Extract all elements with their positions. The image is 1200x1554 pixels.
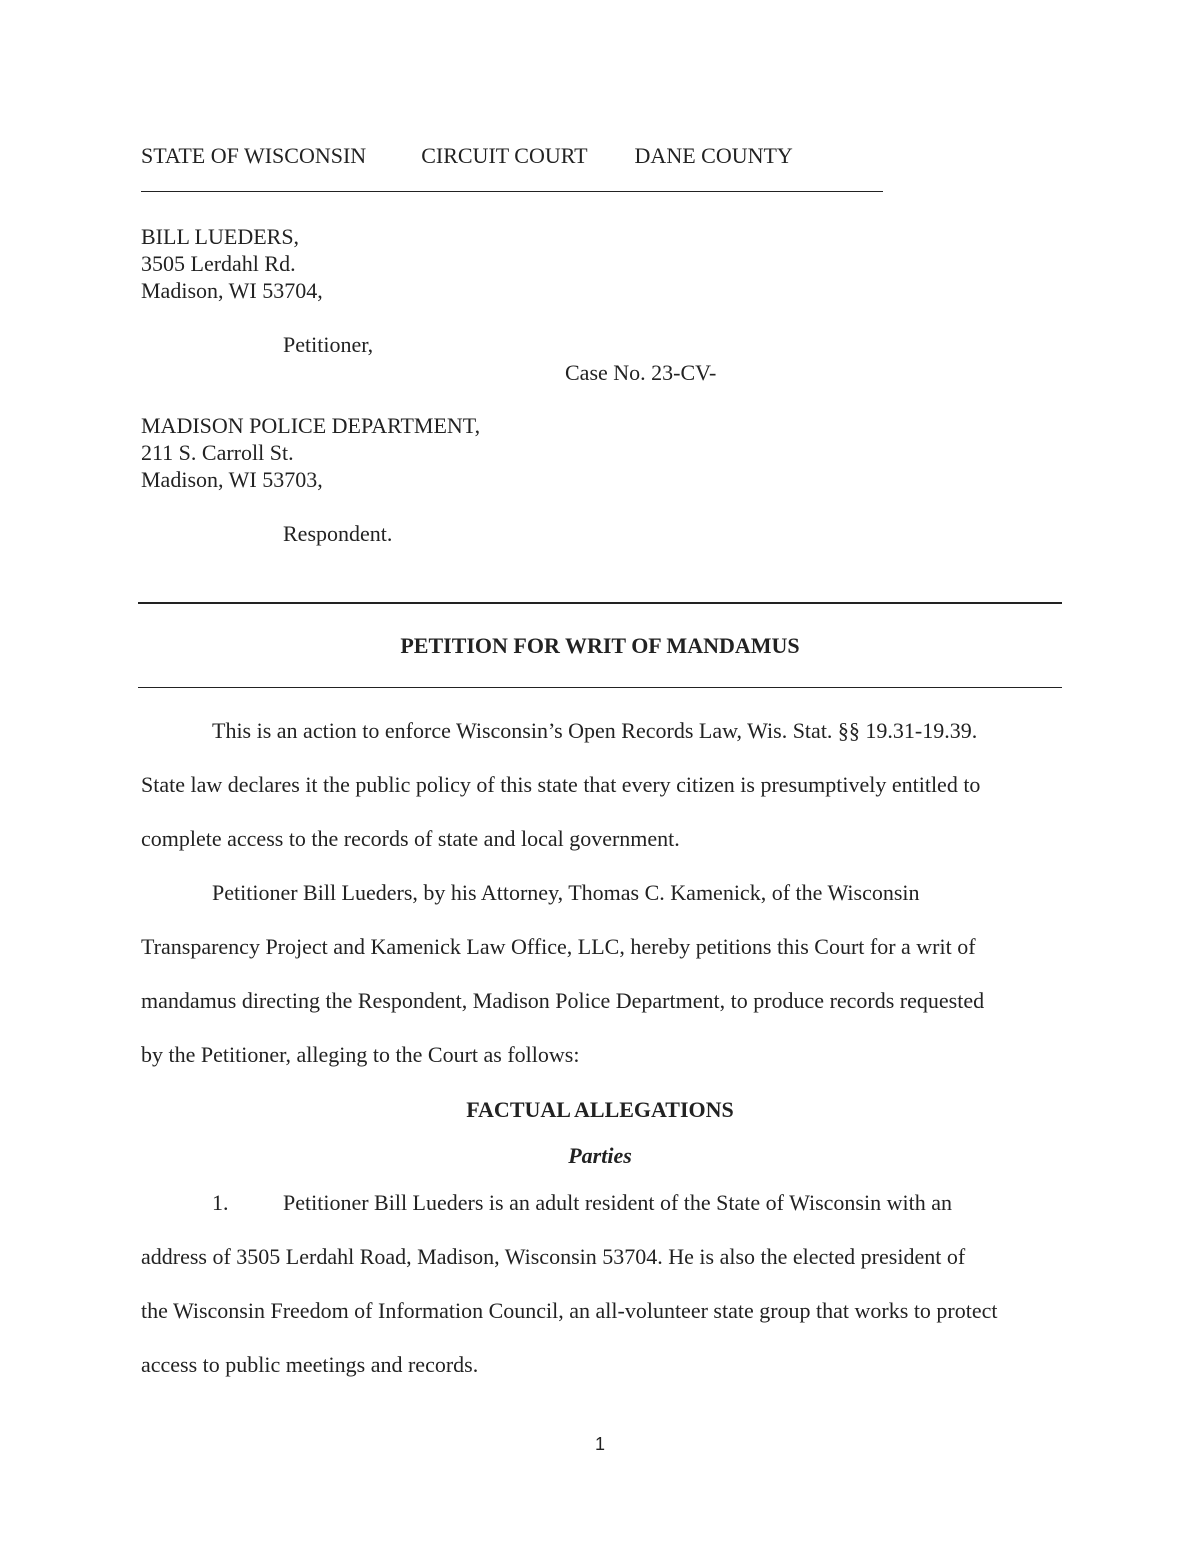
respondent-city: Madison, WI 53703, [141,467,323,492]
p2-line-2: Transparency Project and Kamenick Law Office, LLC, hereby petitions this Court for a writ of [141,934,976,959]
p1-line-3: complete access to the records of state and local government. [141,826,680,851]
caption-state: STATE OF WISCONSIN [141,143,367,168]
caption-court: CIRCUIT COURT [421,143,588,168]
p2-line-4: by the Petitioner, alleging to the Court as follows: [141,1042,580,1067]
p2-line-1: Petitioner Bill Lueders, by his Attorney, Thomas C. Kamenick, of the Wisconsin [212,880,920,905]
allegation-line-2: address of 3505 Lerdahl Road, Madison, Wisconsin 53704. He is also the elected president of [141,1244,966,1269]
p1-line-2: State law declares it the public policy of this state that every citizen is presumptively entitled to [141,772,981,797]
respondent-street: 211 S. Carroll St. [141,440,294,465]
caption-county: DANE COUNTY [634,143,793,168]
allegation-number: 1. [212,1190,229,1215]
allegation-line-3: the Wisconsin Freedom of Information Council, an all-volunteer state group that works to protect [141,1298,998,1323]
respondent-role: Respondent. [283,521,393,546]
page-number: 1 [594,1434,605,1454]
allegation-line-4: access to public meetings and records. [141,1352,479,1377]
petitioner-role: Petitioner, [283,332,374,357]
p1-line-1: This is an action to enforce Wisconsin’s Open Records Law, Wis. Stat. §§ 19.31-19.39. [212,718,978,743]
petitioner-city: Madison, WI 53704, [141,278,323,303]
respondent-name: MADISON POLICE DEPARTMENT, [141,413,481,438]
caption-underline [141,191,883,192]
title-top-rule [138,602,1062,604]
title-bottom-rule [138,687,1062,688]
petitioner-street: 3505 Lerdahl Rd. [141,251,296,276]
caption-header [141,143,793,169]
petitioner-name: BILL LUEDERS, [141,224,300,249]
section-heading: FACTUAL ALLEGATIONS [466,1097,734,1122]
p2-line-3: mandamus directing the Respondent, Madison Police Department, to produce records requested [141,988,985,1013]
document-title: PETITION FOR WRIT OF MANDAMUS [400,633,800,658]
subheading: Parties [568,1143,632,1168]
allegation-line-1: Petitioner Bill Lueders is an adult resident of the State of Wisconsin with an [283,1190,952,1215]
case-number: Case No. 23-CV- [565,360,717,385]
